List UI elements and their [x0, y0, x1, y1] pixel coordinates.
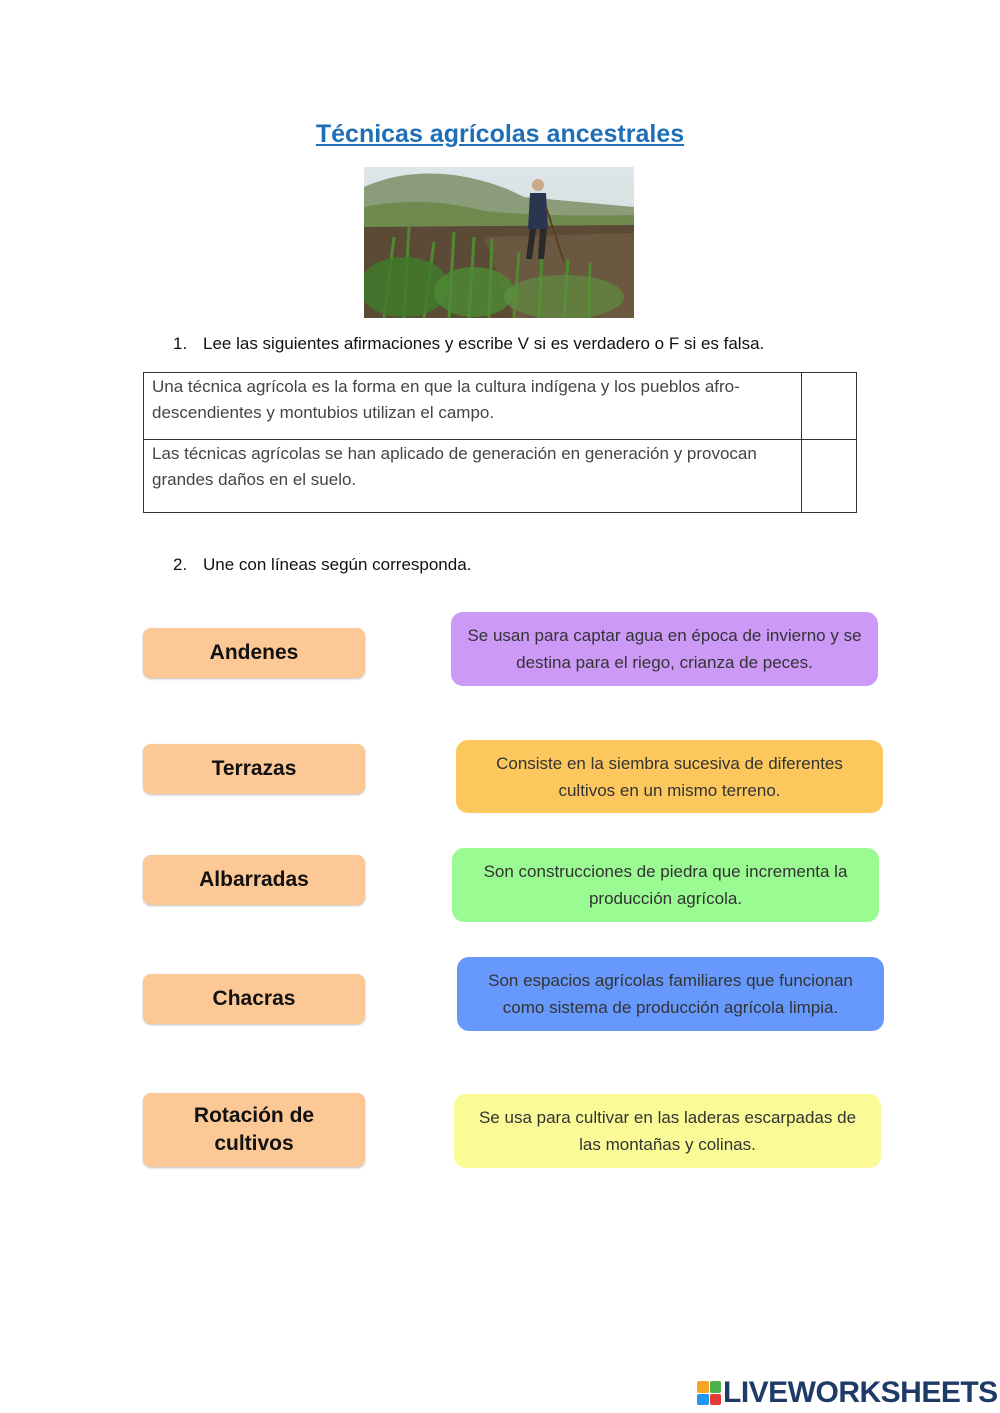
question-1 — [173, 334, 764, 354]
question-2-number: 2. — [173, 555, 188, 574]
farmer-field-photo — [364, 167, 634, 318]
term-rotacion-de-cultivos[interactable]: Rotación de cultivos — [143, 1093, 365, 1167]
question-1-text: Lee las siguientes afirmaciones y escribe V si es verdadero o F si es falsa. — [203, 334, 765, 353]
answer-box-1[interactable] — [802, 373, 857, 440]
worksheet-title: Técnicas agrícolas ancestrales — [315, 120, 685, 148]
question-2-text: Une con líneas según corresponda. — [203, 555, 472, 574]
question-2 — [173, 555, 471, 575]
table-row — [144, 373, 857, 440]
answer-box-2[interactable] — [802, 440, 857, 513]
definition-box[interactable]: Consiste en la siembra sucesiva de diferentes cultivos en un mismo terreno. — [456, 740, 883, 813]
definition-box[interactable]: Son construcciones de piedra que incrementa la producción agrícola. — [452, 848, 879, 922]
liveworksheets-logo-icon — [697, 1381, 721, 1405]
definition-box[interactable]: Son espacios agrícolas familiares que funcionan como sistema de producción agrícola limpia. — [457, 957, 884, 1031]
liveworksheets-brand — [697, 1376, 998, 1410]
statement-cell: Las técnicas agrícolas se han aplicado de generación en generación y provocan grandes daños en el suelo. — [144, 440, 802, 513]
definition-box[interactable]: Se usa para cultivar en las laderas escarpadas de las montañas y colinas. — [454, 1094, 881, 1168]
definition-box[interactable]: Se usan para captar agua en época de invierno y se destina para el riego, crianza de peces. — [451, 612, 878, 686]
brand-name: LIVEWORKSHEETS — [723, 1376, 998, 1409]
term-terrazas[interactable]: Terrazas — [143, 744, 365, 794]
true-false-table — [143, 372, 857, 513]
table-row — [144, 440, 857, 513]
term-chacras[interactable]: Chacras — [143, 974, 365, 1024]
term-albarradas[interactable]: Albarradas — [143, 855, 365, 905]
term-andenes[interactable]: Andenes — [143, 628, 365, 678]
question-1-number: 1. — [173, 334, 188, 353]
statement-cell: Una técnica agrícola es la forma en que la cultura indígena y los pueblos afro-descendientes y montubios utilizan el campo. — [144, 373, 802, 440]
